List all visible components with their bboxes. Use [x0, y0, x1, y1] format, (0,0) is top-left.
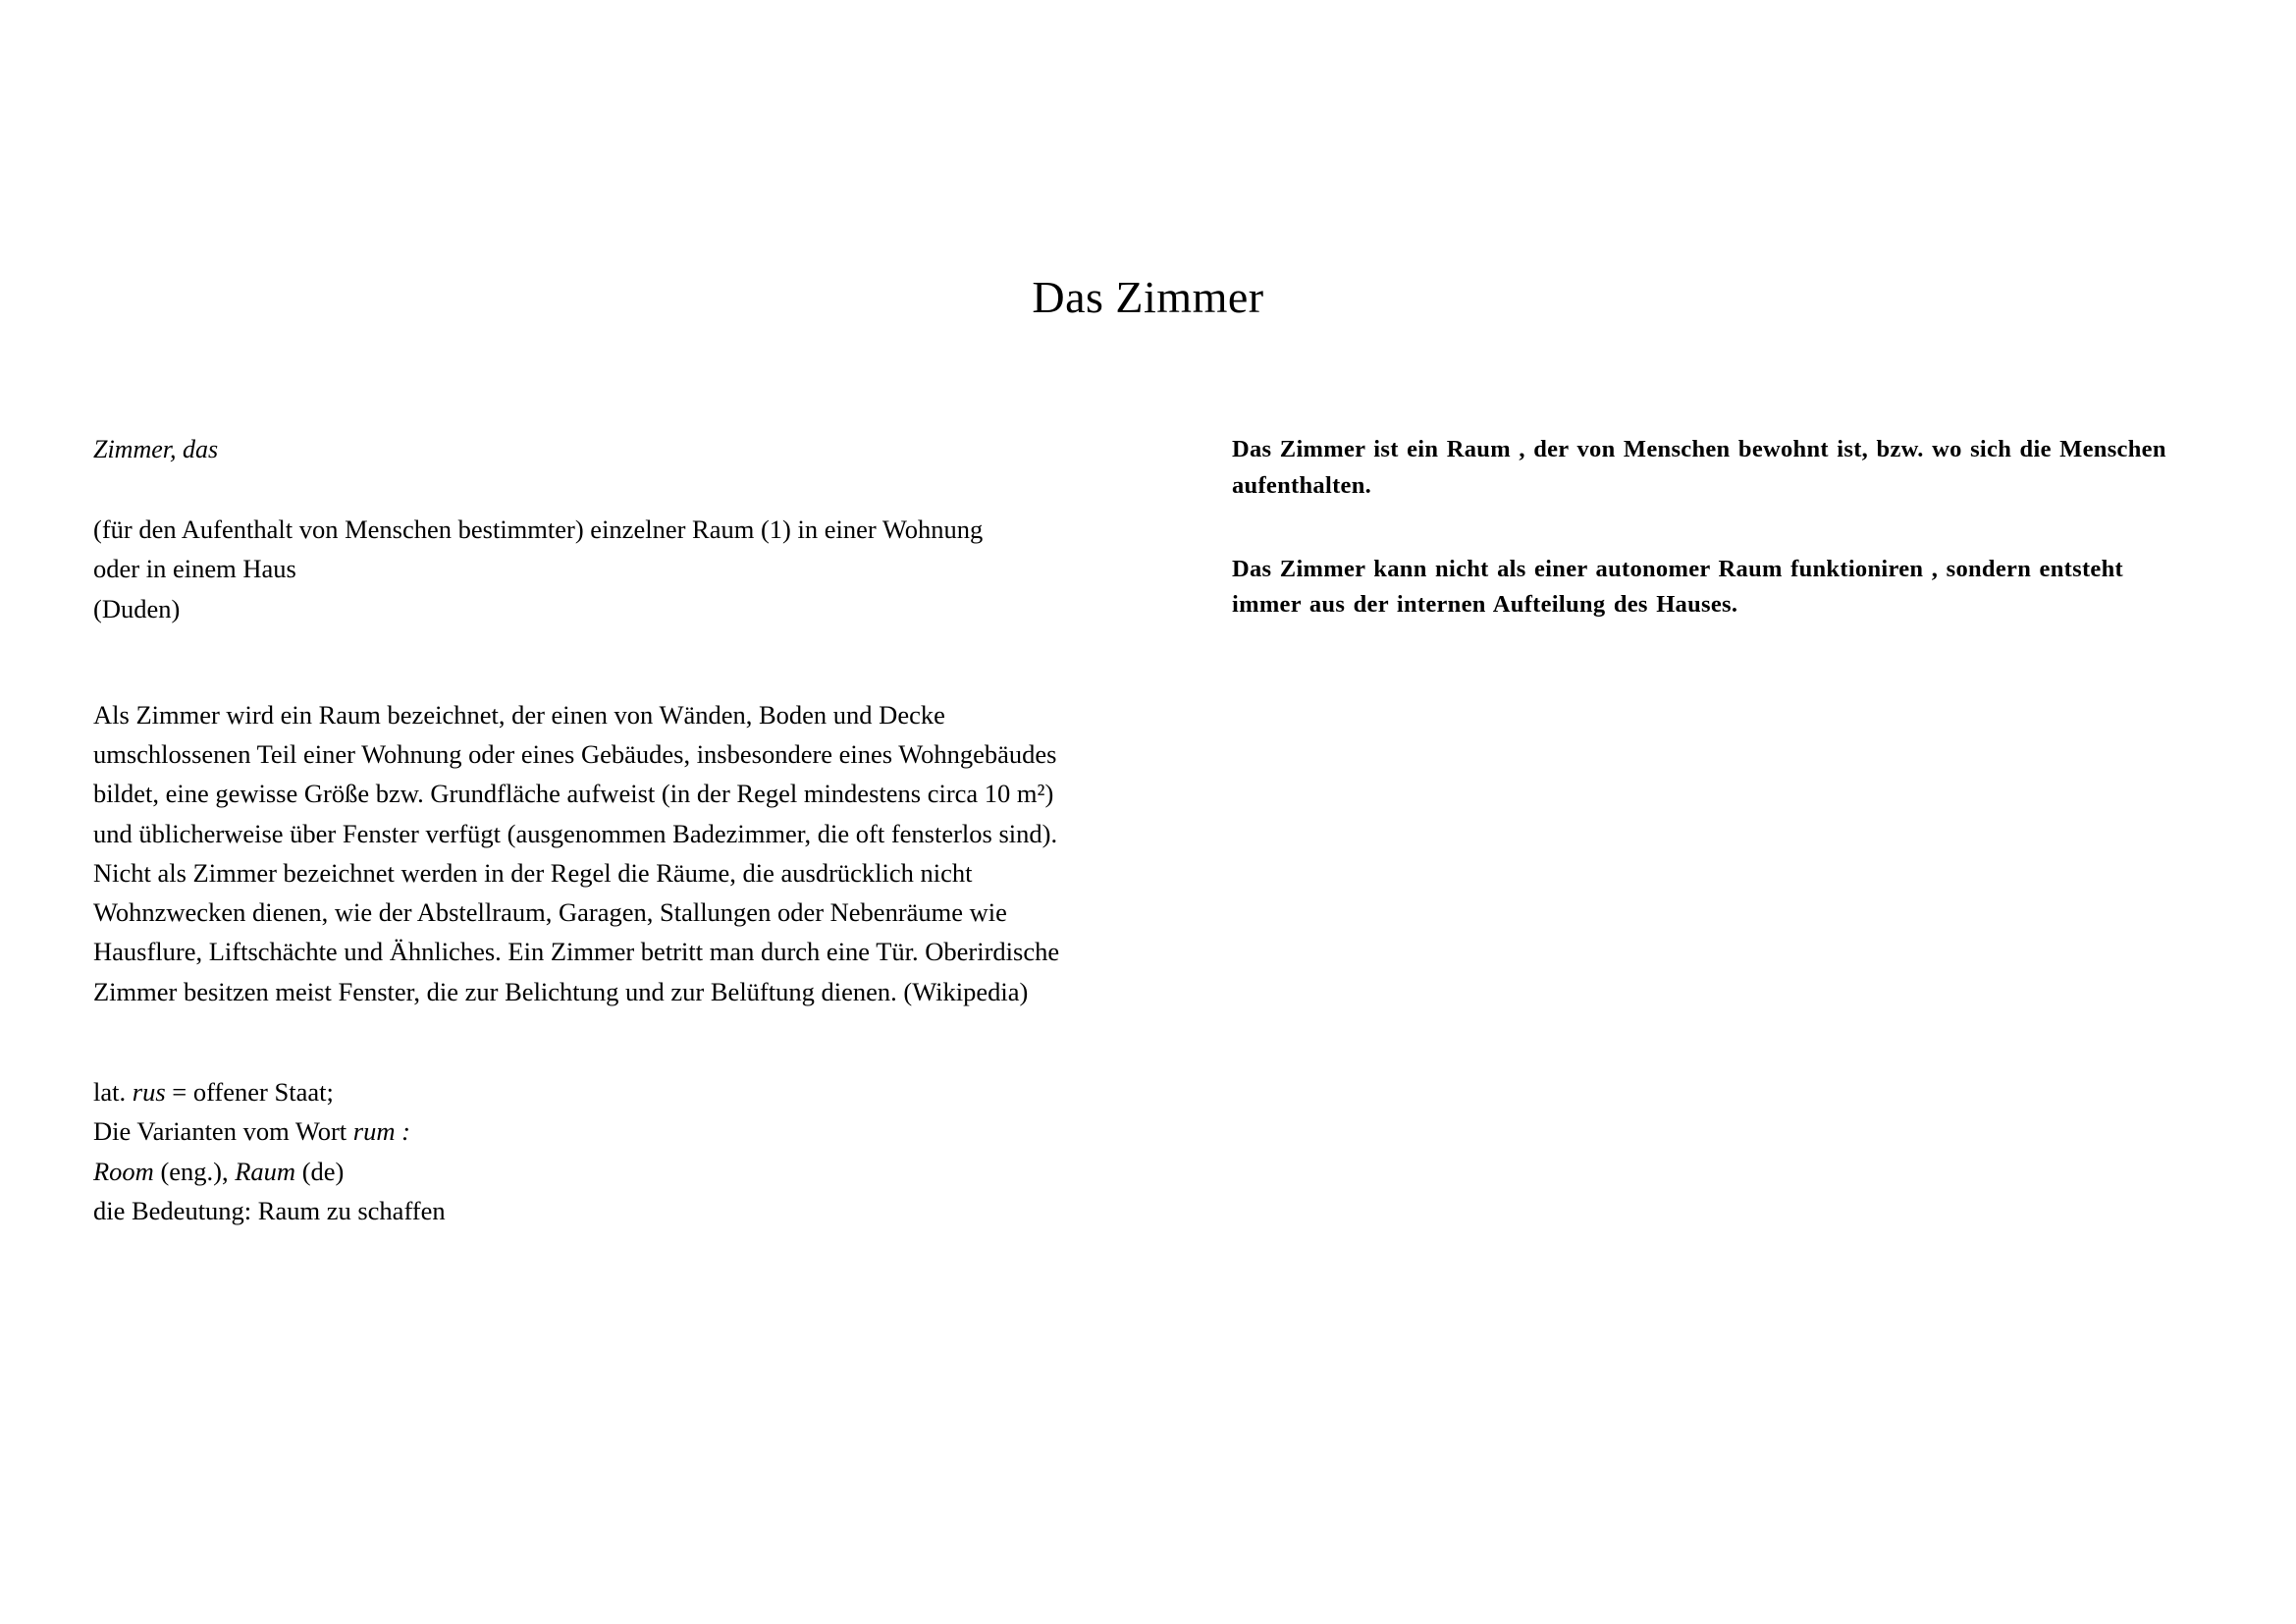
lemma-heading: Zimmer, das: [93, 435, 219, 463]
etymology-line3-suffix: (de): [295, 1156, 345, 1186]
etymology-line3-italic-a: Room: [93, 1156, 154, 1186]
etymology-line1-prefix: lat.: [93, 1077, 133, 1108]
etymology-line3-mid: (eng.),: [153, 1156, 236, 1186]
etymology-line1-italic: rus: [132, 1077, 166, 1108]
wikipedia-paragraph: Als Zimmer wird ein Raum bezeichnet, der einen von Wänden, Boden und Decke umschlossenen Teil einer Wohnung oder eines Gebäudes, insbesondere eines Wohngebäudes bildet, eine gewisse Größe bzw. Grundfläche aufweist (in der Regel mindestens circa 10 m²) und üblicherweise über Fenster verfügt (ausgenommen Badezimmer, die oft fensterlos sind). Nicht als Zimmer bezeichnet werden in der Regel die Räume, die ausdrücklich nicht Wohnzwecken dienen, wie der Abstellraum, Garagen, Stallungen oder Nebenräume wie Hausflure, Liftschächte und Ähnliches. Ein Zimmer betritt man durch eine Tür. Oberirdische Zimmer besitzen meist Fenster, die zur Belichtung und zur Belüftung dienen. (Wikipedia): [93, 699, 1060, 1006]
duden-source: (Duden): [93, 593, 181, 623]
page-title: Das Zimmer: [1032, 271, 1264, 322]
duden-definition-line1: (für den Aufenthalt von Menschen bestimmter) einzelner Raum (1) in einer Wohnung: [93, 514, 984, 545]
etymology-line3-italic-b: Raum: [235, 1156, 296, 1186]
duden-definition-line2: oder in einem Haus: [93, 554, 296, 584]
etymology-block: [93, 1072, 1080, 1230]
statement-two: Das Zimmer kann nicht als einer autonomer Raum funktioniren , sondern entsteht immer aus der internen Aufteilung des Hauses.: [1232, 555, 2123, 619]
etymology-line1-suffix: = offener Staat;: [165, 1077, 334, 1108]
etymology-line2-italic: rum :: [352, 1116, 410, 1147]
duden-definition: [93, 510, 1080, 628]
etymology-line4: die Bedeutung: Raum zu schaffen: [93, 1195, 446, 1225]
etymology-line2-prefix: Die Varianten vom Wort: [93, 1116, 353, 1147]
statement-one: Das Zimmer ist ein Raum , der von Menschen bewohnt ist, bzw. wo sich die Menschen aufenthalten.: [1232, 436, 2166, 499]
right-text-column: [1232, 432, 2169, 623]
left-text-column: [93, 432, 1080, 1230]
